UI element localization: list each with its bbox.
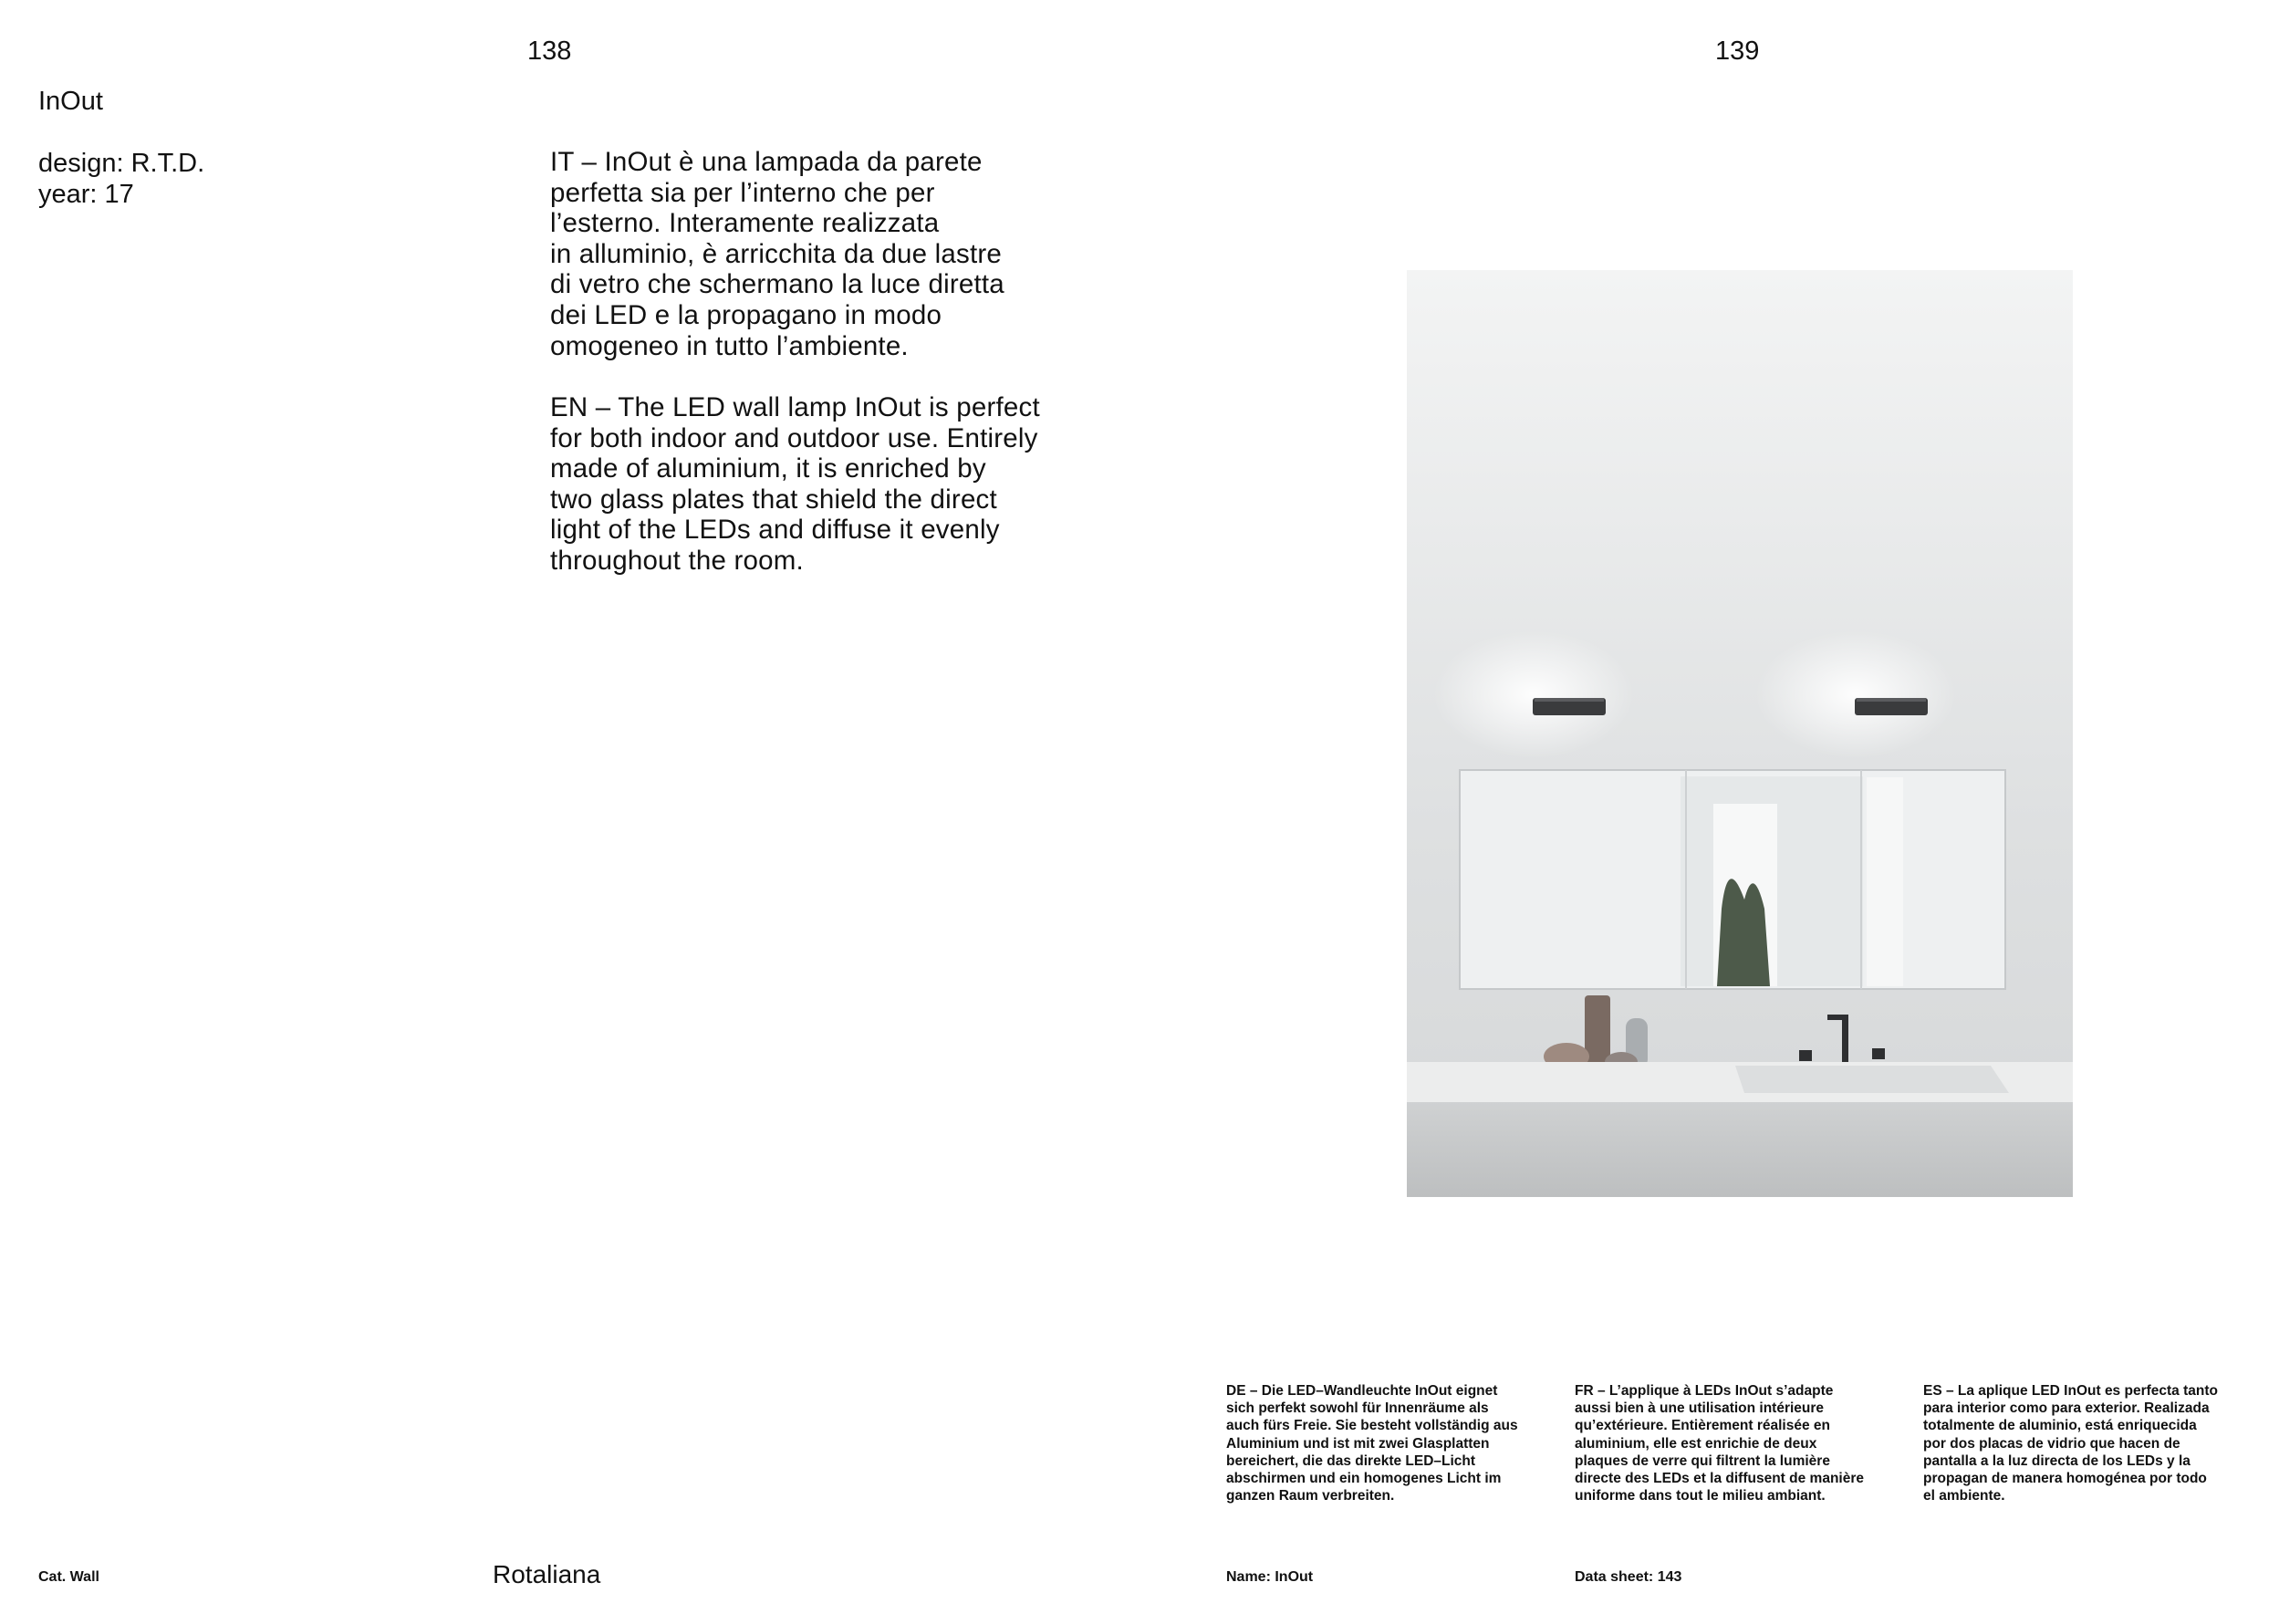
text-line: ES – La aplique LED InOut es perfecta tanto bbox=[1923, 1383, 2218, 1399]
description-de bbox=[1226, 1382, 1559, 1504]
text-line: FR – L’applique à LEDs InOut s’adapte bbox=[1575, 1383, 1834, 1399]
text-line: two glass plates that shield the direct bbox=[550, 484, 997, 515]
text-line: abschirmen und ein homogenes Licht im bbox=[1226, 1471, 1502, 1487]
text-line: IT – InOut è una lampada da parete bbox=[550, 147, 983, 177]
page-number-right: 139 bbox=[1715, 36, 1760, 66]
text-line: in alluminio, è arricchita da due lastre bbox=[550, 238, 1002, 269]
text-line: omogeneo in tutto l’ambiente. bbox=[550, 330, 909, 361]
text-line: di vetro che schermano la luce diretta bbox=[550, 269, 1004, 300]
text-line: para interior como para exterior. Realizada bbox=[1923, 1400, 2210, 1417]
text-line: light of the LEDs and diffuse it evenly bbox=[550, 515, 1000, 546]
design-credit: design: R.T.D. bbox=[38, 149, 205, 178]
text-line: por dos placas de vidrio que hacen de bbox=[1923, 1435, 2180, 1452]
text-line: aluminium, elle est enrichie de deux bbox=[1575, 1435, 1817, 1452]
text-line: qu’extérieure. Entièrement réalisée en bbox=[1575, 1418, 1830, 1434]
text-line: l’esterno. Interamente realizzata bbox=[550, 208, 940, 239]
text-line: propagan de manera homogénea por todo bbox=[1923, 1471, 2207, 1487]
footer-brand: Rotaliana bbox=[493, 1560, 601, 1588]
description-en bbox=[550, 392, 1098, 577]
text-line: ganzen Raum verbreiten. bbox=[1226, 1488, 1395, 1504]
text-line: uniforme dans tout le milieu ambiant. bbox=[1575, 1488, 1826, 1504]
text-line: el ambiente. bbox=[1923, 1488, 2005, 1504]
text-line: auch fürs Freie. Sie besteht vollständig aus bbox=[1226, 1418, 1518, 1434]
text-line: sich perfekt sowohl für Innenräume als bbox=[1226, 1400, 1489, 1417]
text-line: Aluminium und ist mit zwei Glasplatten bbox=[1226, 1435, 1490, 1452]
lamp-glow-right bbox=[1755, 630, 1956, 758]
text-line: directe des LEDs et la diffusent de manière bbox=[1575, 1471, 1864, 1487]
footer-datasheet: Data sheet: 143 bbox=[1575, 1569, 1682, 1585]
sink bbox=[1735, 1066, 2009, 1093]
text-line: for both indoor and outdoor use. Entirely bbox=[550, 422, 1038, 453]
description-es bbox=[1923, 1382, 2256, 1504]
text-line: aussi bien à une utilisation intérieure bbox=[1575, 1400, 1825, 1417]
text-line: totalmente de aluminio, está enriquecida bbox=[1923, 1418, 2197, 1434]
text-line: EN – The LED wall lamp InOut is perfect bbox=[550, 392, 1040, 422]
text-line: made of aluminium, it is enriched by bbox=[550, 453, 986, 484]
faucet bbox=[1842, 1015, 1848, 1062]
text-line: perfetta sia per l’interno che per bbox=[550, 177, 935, 208]
lamp-glow-left bbox=[1433, 630, 1634, 758]
page-number-left: 138 bbox=[527, 36, 572, 66]
product-meta bbox=[38, 148, 204, 210]
product-photo bbox=[1407, 270, 2073, 1197]
text-line: bereichert, die das direkte LED–Licht bbox=[1226, 1452, 1476, 1469]
footer-category: Cat. Wall bbox=[38, 1569, 99, 1585]
description-it bbox=[550, 147, 1098, 361]
footer-product-name: Name: InOut bbox=[1226, 1569, 1314, 1585]
text-line: plaques de verre qui filtrent la lumière bbox=[1575, 1452, 1830, 1469]
text-line: pantalla a la luz directa de los LEDs y la bbox=[1923, 1452, 2191, 1469]
design-year: year: 17 bbox=[38, 180, 134, 209]
text-line: DE – Die LED–Wandleuchte InOut eignet bbox=[1226, 1383, 1498, 1399]
counter-front bbox=[1407, 1102, 2073, 1197]
text-line: throughout the room. bbox=[550, 545, 804, 576]
description-fr bbox=[1575, 1382, 1908, 1504]
text-line: dei LED e la propagano in modo bbox=[550, 299, 942, 330]
product-title: InOut bbox=[38, 87, 103, 116]
